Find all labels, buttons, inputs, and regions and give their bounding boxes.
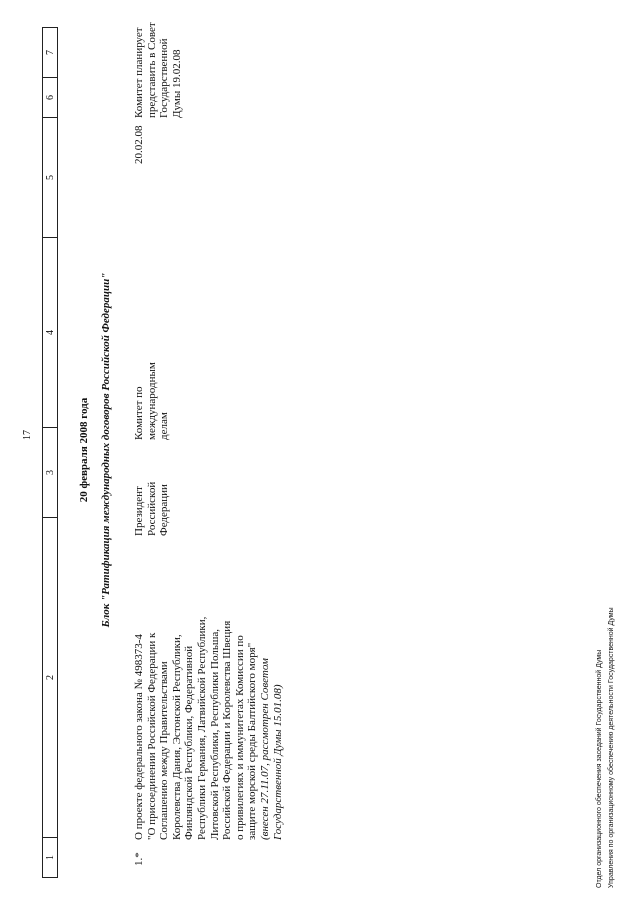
author-line: Президент: [133, 486, 145, 536]
footer-department: Отдел организационного обеспечения заседаний Государственной Думы: [596, 649, 603, 888]
author-line: Российской: [145, 481, 158, 536]
column-number: 4: [43, 238, 58, 428]
review-date: 20.02.08: [133, 125, 145, 164]
bill-note-line: Государственной Думы 15.01.08): [271, 684, 284, 840]
footer-directorate: Управления по организационному обеспечению деятельности Государственной Думы: [608, 607, 615, 888]
row-number: 1.*: [133, 852, 145, 866]
date-heading: 20 февраля 2008 года: [78, 397, 90, 503]
column-number: 6: [43, 78, 58, 118]
committee-remark: [133, 18, 183, 118]
bill-title-line: Соглашению между Правительствами: [158, 661, 171, 840]
responsible-committee: [133, 330, 171, 440]
bill-author: [133, 460, 171, 536]
committee-line: Комитет по: [133, 386, 145, 440]
block-heading: Блок "Ратификация международных договоров Российской Федерации": [100, 272, 112, 628]
page-number: 17: [22, 430, 33, 440]
committee-line: делам: [158, 412, 171, 440]
bill-title-line: О проекте федерального закона № 498373-4: [133, 634, 145, 840]
bill-title-line: Российской Федерации и Королевства Швеция: [221, 620, 234, 840]
bill-title-line: о привилегиях и иммунитетах Комиссии по: [233, 635, 246, 840]
bill-title-line: Королевства Дания, Эстонской Республики,: [170, 634, 183, 840]
column-number: 3: [43, 428, 58, 518]
column-number: 5: [43, 118, 58, 238]
bill-title-line: Финляндской Республики, Федеративной: [183, 645, 196, 840]
remark-line: Комитет планирует: [133, 27, 145, 118]
column-number: 7: [43, 28, 58, 78]
bill-title-line: Литовской Республики, Республики Польша,: [208, 629, 221, 840]
bill-note-line: (внесен 27.11.07, рассмотрен Советом: [258, 658, 271, 840]
remark-line: Думы 19.02.08: [170, 49, 183, 118]
remark-line: представить в Совет: [145, 22, 158, 118]
committee-line: международным: [145, 362, 158, 440]
column-number-header: [42, 27, 58, 878]
bill-title-line: "О присоединении Российской Федерации к: [145, 632, 158, 840]
bill-title-line: защите морской среды Балтийского моря": [246, 642, 259, 840]
remark-line: Государственной: [158, 38, 171, 118]
bill-title-line: Республики Германия, Латвийской Республики,: [195, 616, 208, 840]
column-number: 1: [43, 838, 58, 878]
column-number: 2: [43, 518, 58, 838]
bill-title: [133, 540, 284, 840]
author-line: Федерации: [158, 484, 171, 536]
